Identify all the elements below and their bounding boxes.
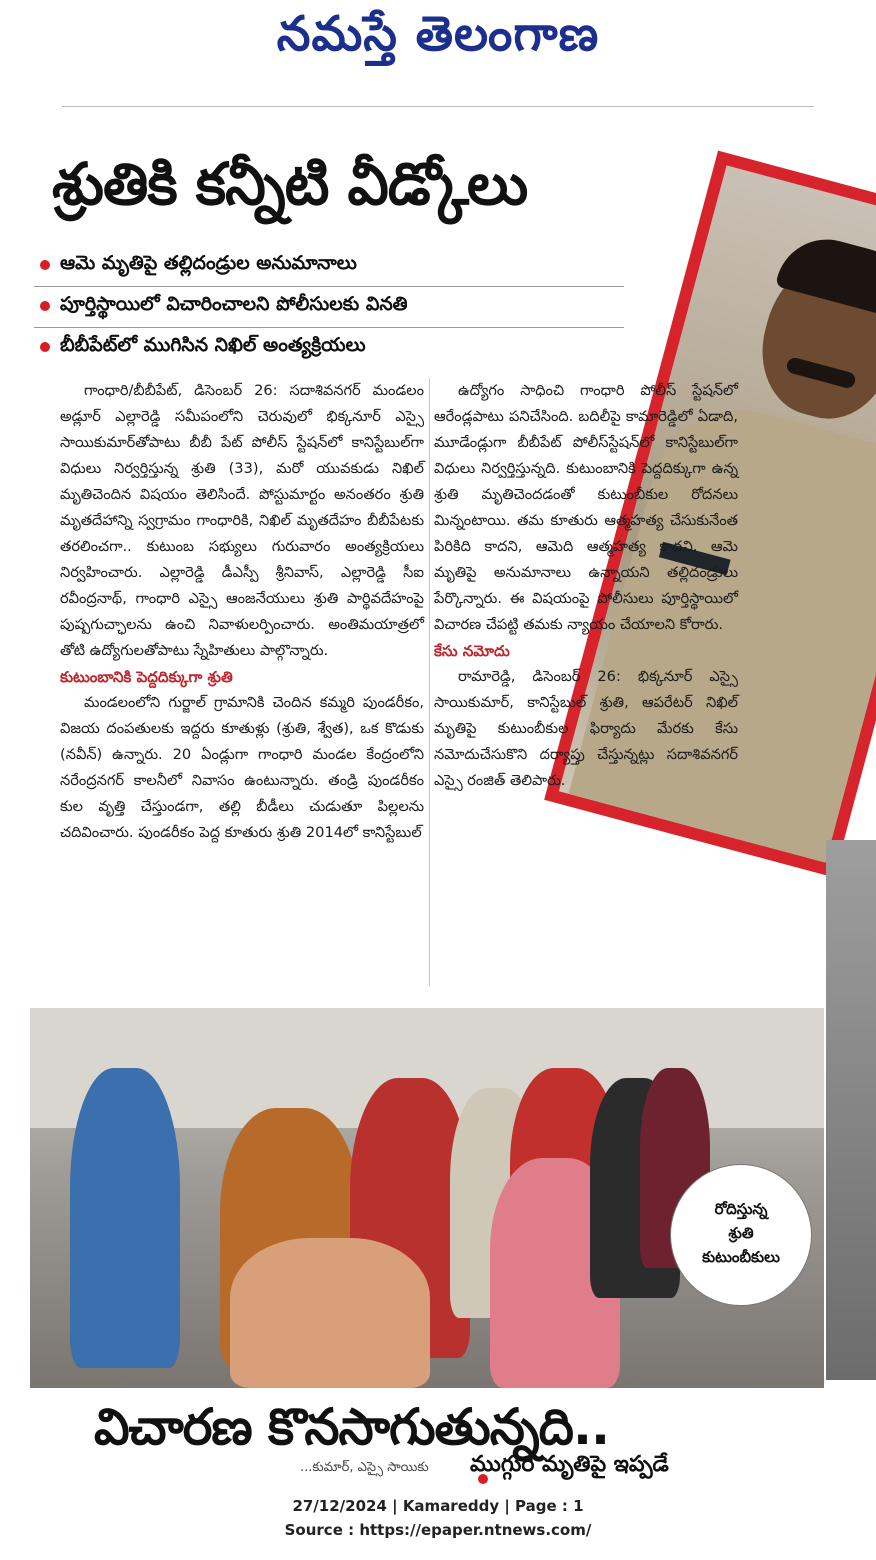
bullet-item [34,328,624,368]
person-shape [230,1238,430,1388]
article-column-left [60,378,424,846]
person-shape [70,1068,180,1368]
bullet-item [34,246,624,287]
bullet-text: బీబీపేట్‌లో ముగిసిన నిఖిల్ అంత్యక్రియలు [60,334,366,356]
photo-caption [671,1197,811,1269]
photo-caption-bubble [670,1164,812,1306]
caption-line: కుటుంబీకులు [702,1248,780,1266]
main-headline: శ్రుతికి కన్నీటి వీడ్కోలు [52,150,528,218]
article-paragraph: మండలంలోని గుర్జాల్ గ్రామానికి చెందిన కమ్మరి పుండరీకం, విజయ దంపతులకు ఇద్దరు కూతుళ్లు (శ్రుతి, శ్వేత), ఒక కొడుకు (నవీన్) ఉన్నారు. 20 ఏండ్లుగా గాంధారి మండల కేంద్రంలోని నరేంద్రనగర్ కాలనీలో నివాసం ఉంటున్నారు. తండ్రి పుండరీకం కుల వృత్తి చేస్తుండగా, తల్లి బీడీలు చుడుతూ పిల్లలను చదివించారు. పుండరీకం పెద్ద కూతురు శ్రుతి 2014లో కానిస్టేబుల్ [60,694,424,841]
article-subhead: కేసు నమోదు [434,642,510,660]
masthead-divider [62,106,814,107]
cut-off-text-left: ...కుమార్, ఎస్సై సాయికు [300,1460,429,1475]
side-photo-strip [826,840,876,1380]
article-column-right [434,378,738,794]
article-paragraph: ఉద్యోగం సాధించి గాంధారి పోలీస్ స్టేషన్‌లో ఆరేండ్లపాటు పనిచేసింది. బదిలీపై కామారెడ్డిలో ఏడాది, మూడేండ్లుగా బీబీపేట్ పోలీస్‌స్టేషన్‌లో కానిస్టేబుల్‌గా విధులు నిర్వర్తిస్తున్నది. కుటుంబానికి పెద్దదిక్కుగా ఉన్న శ్రుతి మృతిచెందడంతో కుటుంబీకుల రోదనలు మిన్నంటాయి. తమ కూతురు ఆత్మహత్య చేసుకునేంత పిరికిది కాదని, ఆమెది ఆత్మహత్య కాదని, ఆమె మృతిపై అనుమానాలు ఉన్నాయని తల్లిదండ్రులు పేర్కొన్నారు. ఈ విషయంపై పోలీసులు పూర్తిస్థాయిలో విచారణ చేపట్టి తమకు న్యాయం చేయాలని కోరారు. [434,382,738,633]
footer-date-edition: 27/12/2024 | Kamareddy | Page : 1 [292,1497,584,1515]
article-paragraph: రామారెడ్డి, డిసెంబర్ 26: భిక్కనూర్ ఎస్సై సాయికుమార్, కానిస్టేబుల్ శ్రుతి, ఆపరేటర్ నిఖిల్ మృతిపై కుటుంబీకుల ఫిర్యాదు మేరకు కేసు నమోదుచేసుకొని దర్యాప్తు చేస్తున్నట్లు సదాశివనగర్ ఎస్సై రంజిత్ తెలిపారు. [434,668,738,789]
cut-off-text-right: ముగ్గురి మృతిపై ఇప్పడే [470,1452,669,1477]
bullet-dot-icon [40,260,50,270]
masthead [0,0,876,108]
bullet-dot-icon [40,342,50,352]
highlight-bullets [34,246,624,368]
bullet-item [34,287,624,328]
caption-line: శ్రుతి [728,1224,754,1242]
bottom-headline: విచారణ కొనసాగుతున్నది.. [94,1398,609,1456]
page-footer [0,1494,876,1542]
bottom-story-banner [30,1388,876,1480]
caption-line: రోదిస్తున్న [714,1200,768,1218]
newspaper-logo: నమస్తే తెలంగాణ [276,6,600,62]
bullet-text: పూర్తిస్థాయిలో విచారించాలని పోలీసులకు వినతి [60,293,408,315]
footer-source[interactable]: Source : https://epaper.ntnews.com/ [284,1521,592,1539]
article-subhead: కుటుంబానికి పెద్దదిక్కుగా శ్రుతి [60,668,233,686]
bullet-text: ఆమె మృతిపై తల్లిదండ్రుల అనుమానాలు [60,252,357,274]
column-divider [429,378,430,986]
article-paragraph: గాంధారి/బీబీపేట్, డిసెంబర్ 26: సదాశివనగర్ మండలం అడ్లూర్ ఎల్లారెడ్డి సమీపంలోని చెరువులో భిక్కనూర్ ఎస్సై సాయికుమార్‌తోపాటు బీబీ పేట్ పోలీస్ స్టేషన్‌లో కానిస్టేబుల్‌గా విధులు నిర్వర్తిస్తున్న శ్రుతి (33), మరో యువకుడు నిఖిల్ మృతిచెందిన విషయం తెలిసిందే. పోస్టుమార్టం అనంతరం శ్రుతి మృతదేహాన్ని స్వగ్రామం గాంధారికి, నిఖిల్ మృతదేహం బీబీపేటకు తరలించగా.. కుటుంబ సభ్యులు గురువారం అంత్యక్రియలు నిర్వహించారు. ఎల్లారెడ్డి డీఎస్పీ శ్రీనివాస్, ఎల్లారెడ్డి సీఐ రవీంద్రనాథ్, గాంధారి ఎస్సై ఆంజనేయులు శ్రుతి పార్థివదేహంపై పుష్పగుచ్ఛాలను ఉంచి నివాళులర్పించారు. అంతిమయాత్రలో తోటి ఉద్యోగులతోపాటు స్నేహితులు పాల్గొన్నారు. [60,382,424,659]
bullet-dot-icon [40,301,50,311]
